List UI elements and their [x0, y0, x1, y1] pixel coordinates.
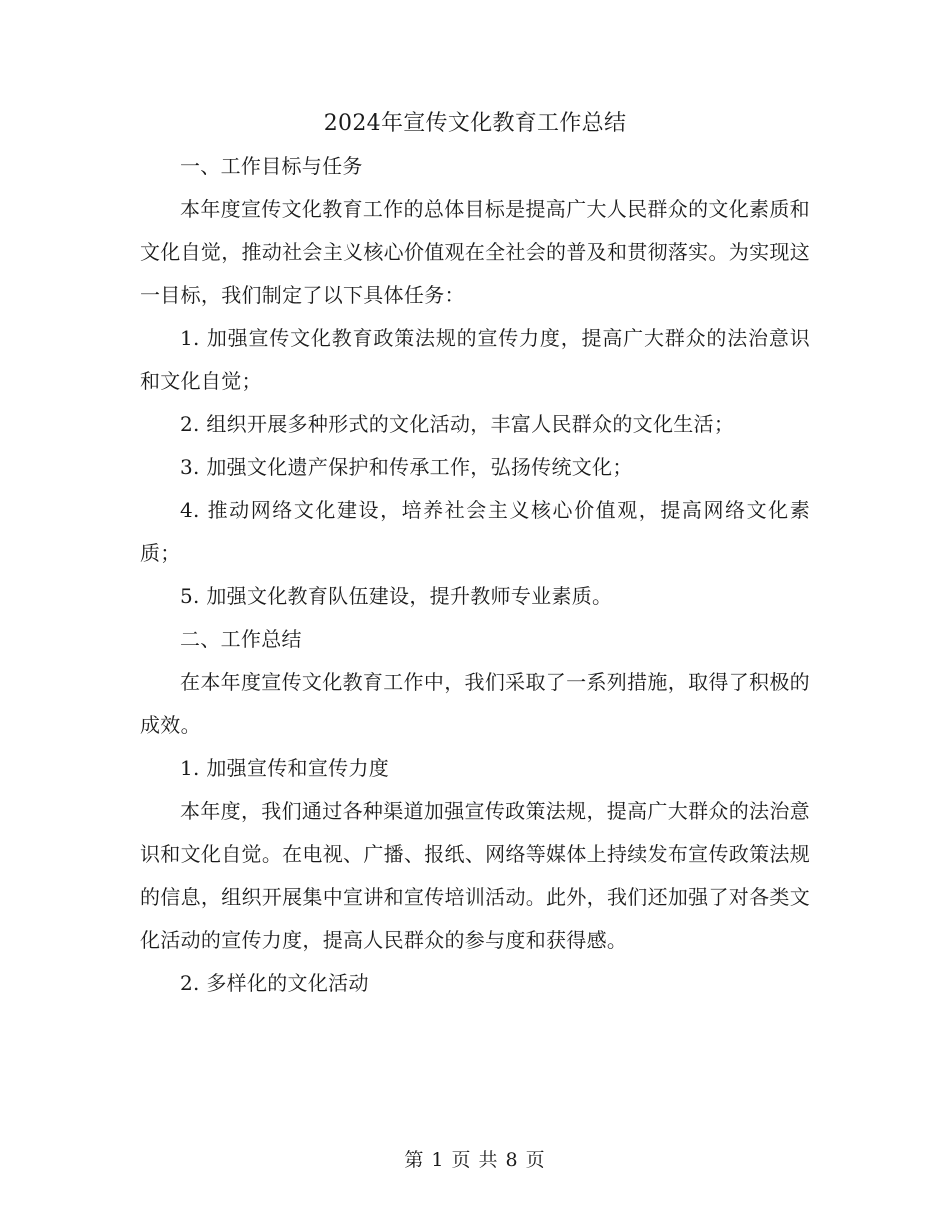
section-heading-summary: 二、工作总结	[180, 627, 302, 651]
paragraph-goals-intro: 本年度宣传文化教育工作的总体目标是提高广大人民群众的文化素质和文化自觉，推动社会主义核心价值观在全社会的普及和贯彻落实。为实现这一目标，我们制定了以下具体任务：	[140, 197, 810, 307]
list-item-task-1: 1. 加强宣传文化教育政策法规的宣传力度，提高广大群众的法治意识和文化自觉；	[140, 326, 810, 393]
subheading-publicity: 1. 加强宣传和宣传力度	[180, 756, 390, 780]
section-heading-goals: 一、工作目标与任务	[180, 154, 363, 178]
list-item-task-4: 4. 推动网络文化建设，培养社会主义核心价值观，提高网络文化素质；	[140, 498, 810, 565]
paragraph-summary-intro: 在本年度宣传文化教育工作中，我们采取了一系列措施，取得了积极的成效。	[140, 670, 810, 737]
list-item-task-3: 3. 加强文化遗产保护和传承工作，弘扬传统文化；	[180, 455, 633, 479]
list-item-task-2: 2. 组织开展多种形式的文化活动，丰富人民群众的文化生活；	[180, 412, 735, 436]
paragraph-publicity: 本年度，我们通过各种渠道加强宣传政策法规，提高广大群众的法治意识和文化自觉。在电视、广播、报纸、网络等媒体上持续发布宣传政策法规的信息，组织开展集中宣讲和宣传培训活动。此外，我们还加强了对各类文化活动的宣传力度，提高人民群众的参与度和获得感。	[140, 799, 810, 952]
list-item-task-5: 5. 加强文化教育队伍建设，提升教师专业素质。	[180, 584, 613, 608]
page-number-footer: 第 1 页 共 8 页	[404, 1149, 546, 1171]
subheading-activities: 2. 多样化的文化活动	[180, 971, 369, 995]
document-body	[140, 100, 810, 1005]
document-title: 2024年宣传文化教育工作总结	[323, 111, 627, 136]
